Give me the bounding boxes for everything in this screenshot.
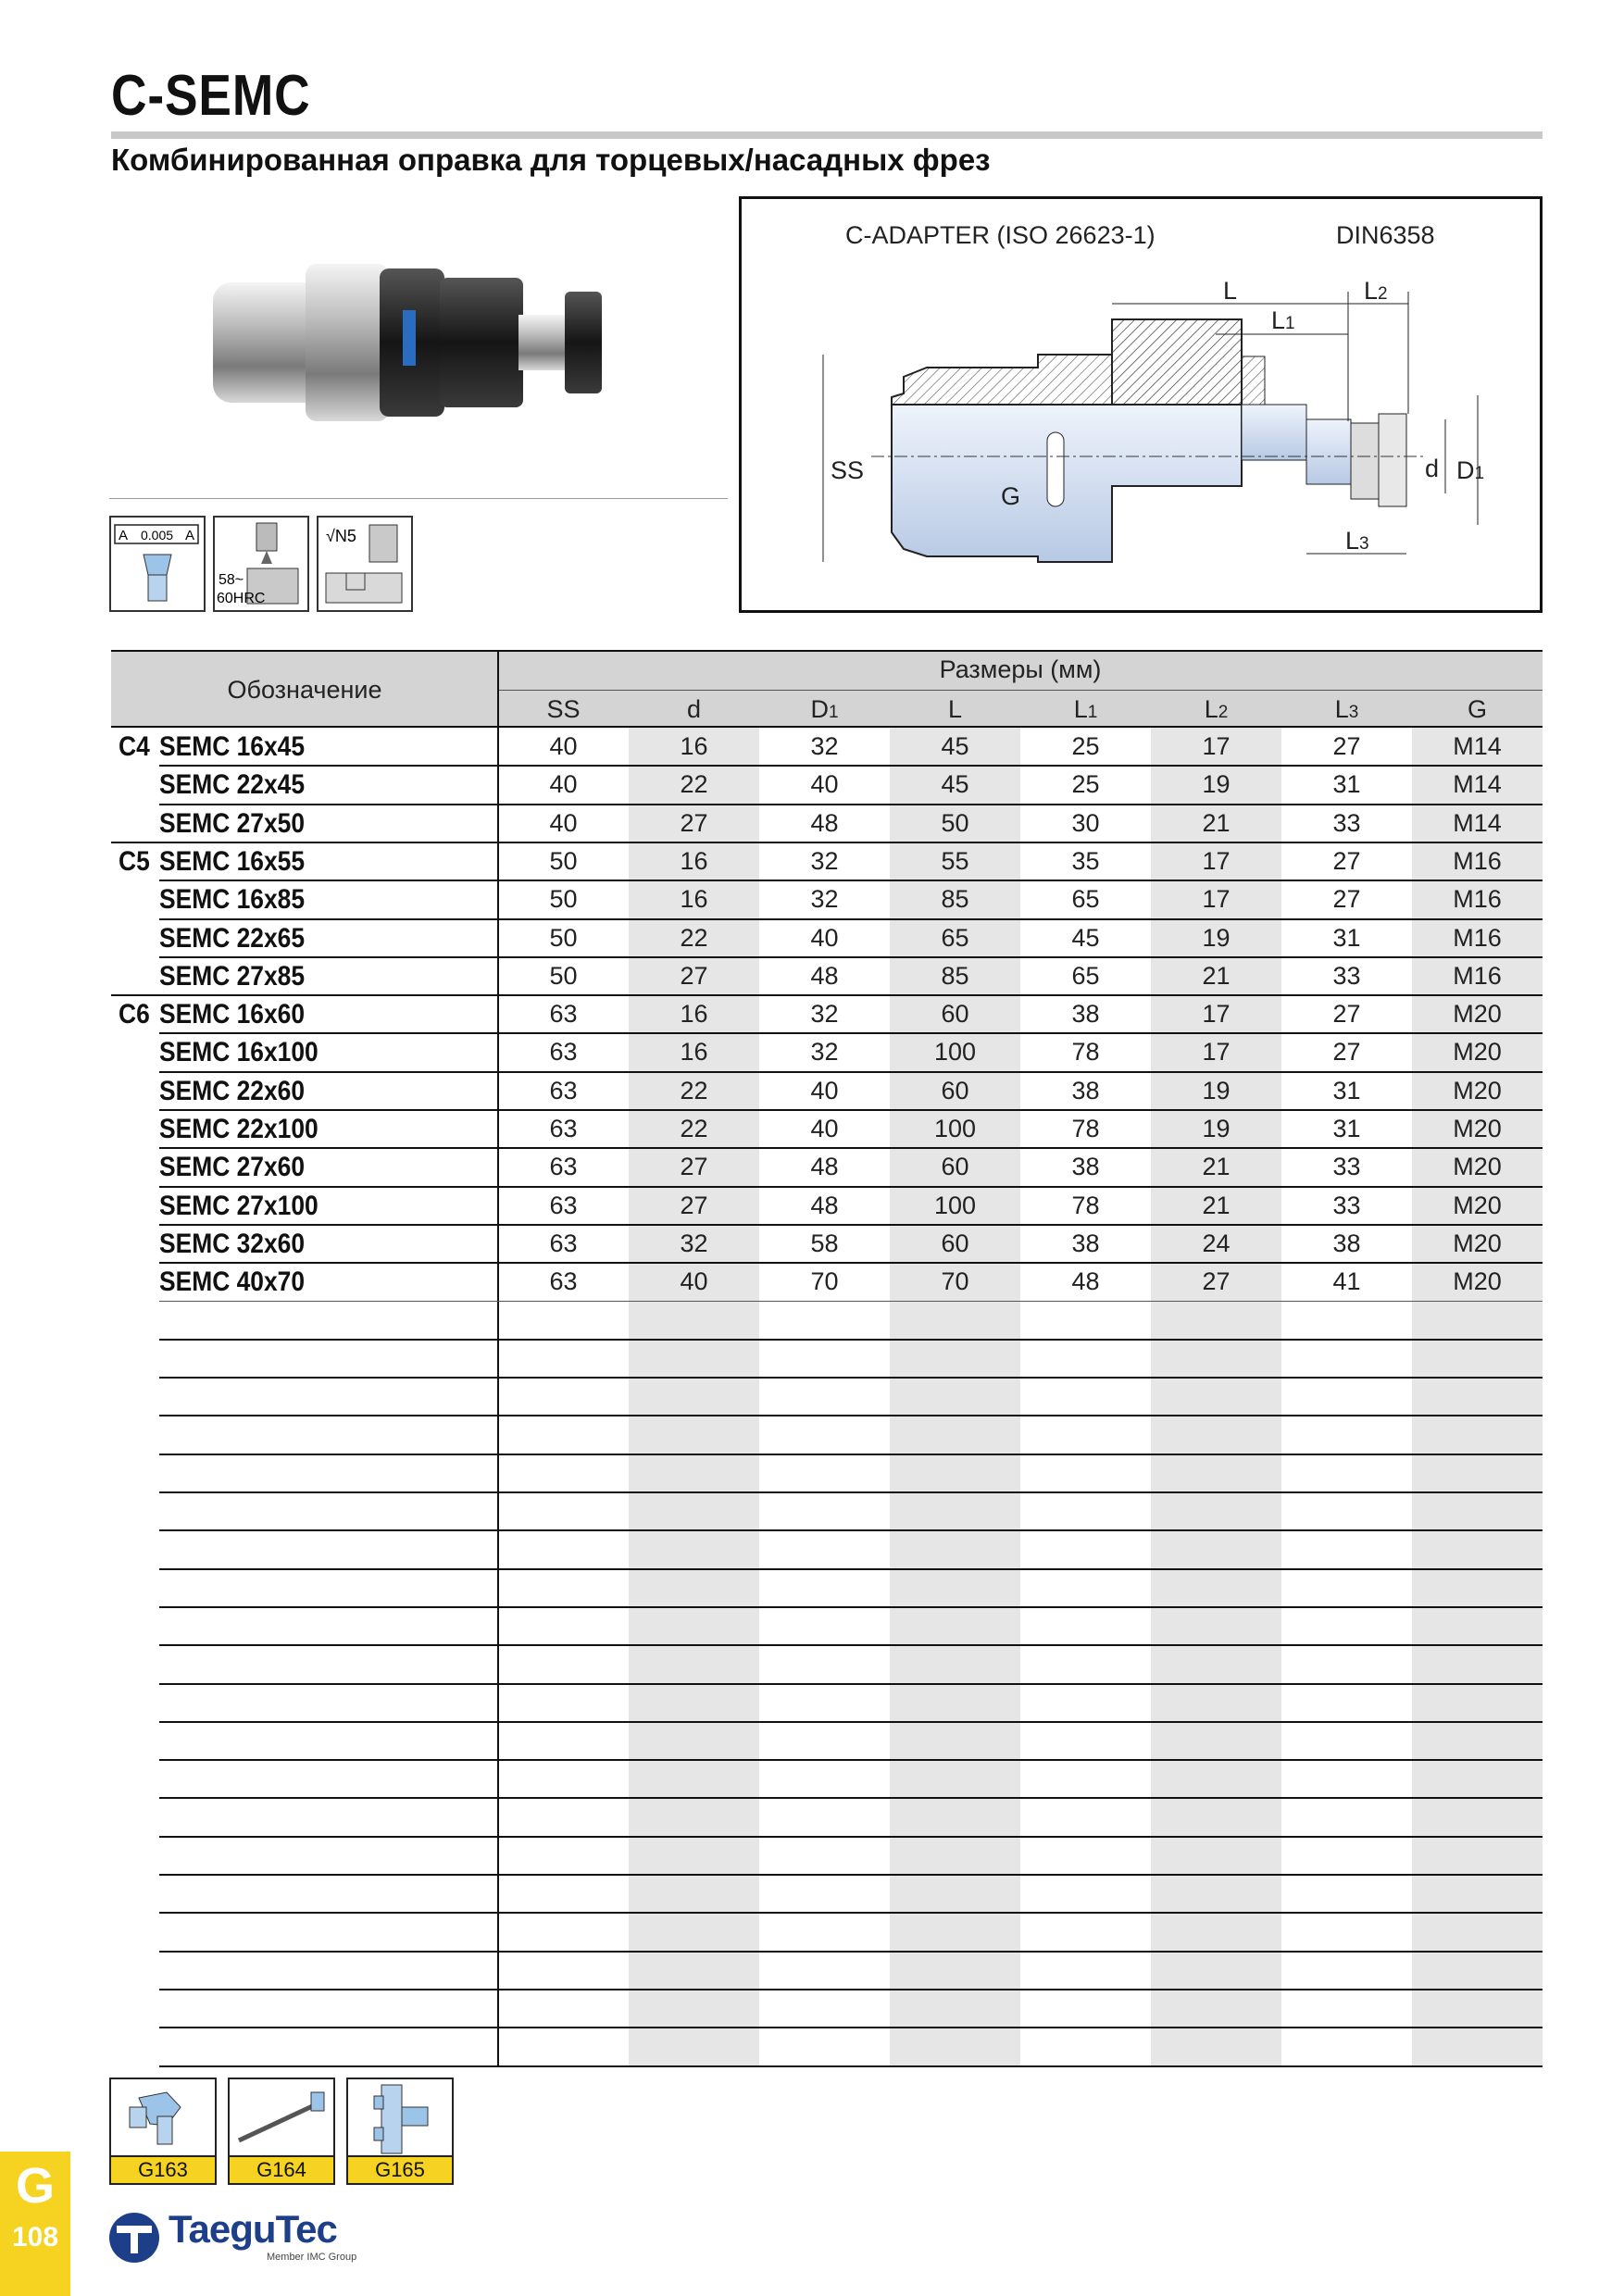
label-L1: L1: [1271, 306, 1295, 334]
table-cell: 31: [1332, 1076, 1361, 1104]
label-d: d: [1425, 455, 1440, 482]
table-cell: 48: [810, 961, 839, 990]
table-cell: 27: [1332, 885, 1361, 914]
column-header: L2: [1204, 695, 1229, 723]
table-cell: 35: [1071, 846, 1100, 875]
table-cell: 100: [933, 1115, 977, 1142]
table-row-name: SEMC 27x50: [159, 807, 306, 839]
row-divider: [159, 1989, 1543, 1990]
screw-icon: [348, 2079, 452, 2157]
table-cell: M16: [1453, 961, 1502, 990]
ref-g163[interactable]: [109, 2078, 217, 2185]
label-G: G: [1001, 482, 1021, 510]
row-divider: [159, 1491, 1543, 1493]
title-divider: [111, 131, 1543, 139]
table-cell: M20: [1453, 1038, 1502, 1067]
surface-finish-label: √N5: [326, 527, 356, 545]
runout-icon: [109, 516, 206, 612]
ref-g164[interactable]: [228, 2078, 335, 2185]
table-cell: 63: [549, 1115, 578, 1142]
table-cell: 70: [941, 1267, 969, 1296]
table-cell: 22: [680, 1076, 708, 1104]
table-cell: 17: [1202, 1038, 1230, 1067]
table-cell: 60: [941, 1076, 969, 1104]
table-cell: 17: [1202, 732, 1230, 760]
table-cell: 32: [810, 885, 839, 914]
table-cell: 63: [549, 1229, 578, 1257]
diagram-standard: C-ADAPTER (ISO 26623-1): [845, 221, 1156, 249]
table-cell: 27: [680, 961, 708, 990]
table-cell: 100: [933, 1038, 977, 1067]
table-cell: 27: [680, 808, 708, 837]
row-divider: [159, 1836, 1543, 1838]
column-header: SS: [546, 695, 581, 723]
row-divider: [159, 1568, 1543, 1570]
table-cell: 21: [1202, 1153, 1230, 1181]
table-row-name: SEMC 32x60: [159, 1228, 306, 1259]
table-cell: 19: [1202, 923, 1230, 952]
table-cell: 78: [1071, 1191, 1100, 1219]
ref-g164-label: G164: [230, 2155, 333, 2183]
table-cell: 48: [810, 1191, 839, 1219]
table-cell: 40: [680, 1267, 708, 1296]
group-label: C4: [119, 731, 150, 762]
label-D1: D1: [1456, 456, 1485, 484]
table-row-name: SEMC 16x45: [159, 731, 306, 762]
table-cell: 38: [1071, 1229, 1100, 1257]
column-header: L: [947, 695, 963, 723]
table-cell: 17: [1202, 1000, 1230, 1029]
table-cell: M16: [1453, 885, 1502, 914]
table-cell: 31: [1332, 1115, 1361, 1142]
table-cell: 85: [941, 885, 969, 914]
photo-divider: [109, 498, 728, 499]
table-cell: 60: [941, 1153, 969, 1181]
row-divider: [159, 2065, 1543, 2067]
table-cell: M20: [1453, 1267, 1502, 1296]
table-cell: 78: [1071, 1115, 1100, 1142]
table-cell: 33: [1332, 1153, 1361, 1181]
row-divider: [159, 1759, 1543, 1761]
clamp-icon: [111, 2079, 215, 2157]
table-cell: 16: [680, 1000, 708, 1029]
table-cell: M20: [1453, 1229, 1502, 1257]
table-cell: 32: [810, 846, 839, 875]
table-cell: 27: [1332, 732, 1361, 760]
row-divider: [159, 1454, 1543, 1455]
table-cell: 31: [1332, 770, 1361, 799]
table-cell: 27: [680, 1191, 708, 1219]
table-cell: 63: [549, 1000, 578, 1029]
table-cell: 60: [941, 1229, 969, 1257]
row-divider: [159, 1797, 1543, 1799]
table-cell: 25: [1071, 732, 1100, 760]
table-cell: 100: [933, 1191, 977, 1219]
label-L3: L3: [1345, 527, 1369, 555]
row-divider: [159, 1721, 1543, 1723]
group-label: C5: [119, 845, 150, 877]
ref-g165-label: G165: [348, 2155, 452, 2183]
table-cell: 27: [1332, 1038, 1361, 1067]
table-cell: M20: [1453, 1076, 1502, 1104]
table-cell: 27: [1202, 1267, 1230, 1296]
table-cell: 30: [1071, 808, 1100, 837]
table-cell: 38: [1071, 1076, 1100, 1104]
column-header: L3: [1334, 695, 1359, 723]
table-cell: 50: [549, 846, 578, 875]
page-number: 108: [11, 2222, 59, 2252]
table-cell: 45: [1071, 923, 1100, 952]
table-cell: 21: [1202, 808, 1230, 837]
table-cell: M14: [1453, 732, 1502, 760]
brand-name: TaeguTec: [169, 2207, 337, 2251]
designation-header: Обозначение: [227, 676, 382, 704]
table-cell: 31: [1332, 923, 1361, 952]
table-row-name: SEMC 22x65: [159, 922, 306, 954]
table-cell: 45: [941, 770, 969, 799]
row-divider: [159, 1301, 1543, 1302]
table-cell: 33: [1332, 808, 1361, 837]
page-subtitle: Комбинированная оправка для торцевых/насадных фрез: [111, 143, 991, 177]
table-cell: 19: [1202, 770, 1230, 799]
table-cell: 21: [1202, 961, 1230, 990]
table-cell: 50: [549, 961, 578, 990]
table-cell: 40: [810, 1115, 839, 1142]
table-cell: 60: [941, 1000, 969, 1029]
label-SS: SS: [831, 456, 865, 484]
table-cell: M16: [1453, 846, 1502, 875]
dimensions-header: Размеры (мм): [939, 655, 1102, 683]
table-cell: 38: [1332, 1229, 1361, 1257]
row-divider: [159, 1415, 1543, 1416]
table-cell: 65: [941, 923, 969, 952]
table-cell: 32: [810, 1038, 839, 1067]
table-cell: M14: [1453, 770, 1502, 799]
row-divider: [159, 1683, 1543, 1685]
table-cell: M20: [1453, 1115, 1502, 1142]
hardness-icon: [213, 516, 309, 612]
hardness-line2: 60HRC: [217, 591, 266, 606]
column-header: L1: [1073, 695, 1098, 723]
table-cell: 40: [549, 732, 578, 760]
table-cell: 63: [549, 1191, 578, 1219]
table-cell: 45: [941, 732, 969, 760]
brand-logo-icon: [107, 2211, 165, 2265]
table-cell: 63: [549, 1038, 578, 1067]
runout-value: 0.005: [141, 528, 174, 543]
table-cell: 63: [549, 1153, 578, 1181]
table-row-name: SEMC 27x85: [159, 960, 306, 992]
table-cell: 27: [680, 1153, 708, 1181]
row-divider: [159, 1606, 1543, 1608]
hardness-line1: 58~: [219, 572, 244, 588]
table-cell: 21: [1202, 1191, 1230, 1219]
label-L: L: [1223, 277, 1238, 305]
row-divider: [159, 1339, 1543, 1341]
table-cell: 63: [549, 1076, 578, 1104]
table-cell: 19: [1202, 1076, 1230, 1104]
table-cell: 48: [1071, 1267, 1100, 1296]
runout-label-a: A: [119, 528, 129, 543]
surface-finish-icon: [317, 516, 413, 612]
table-cell: 19: [1202, 1115, 1230, 1142]
label-L2: L2: [1364, 277, 1388, 305]
table-cell: 16: [680, 1038, 708, 1067]
table-cell: 50: [941, 808, 969, 837]
table-row-name: SEMC 27x100: [159, 1190, 319, 1221]
rule: [498, 690, 1543, 691]
table-cell: 65: [1071, 961, 1100, 990]
table-row-name: SEMC 16x55: [159, 845, 306, 877]
table-cell: 58: [810, 1229, 839, 1257]
table-cell: 16: [680, 732, 708, 760]
table-cell: 40: [810, 923, 839, 952]
table-cell: 55: [941, 846, 969, 875]
table-cell: 33: [1332, 961, 1361, 990]
row-divider: [159, 2027, 1543, 2028]
section-letter: G: [15, 2158, 55, 2214]
table-cell: 32: [810, 732, 839, 760]
table-cell: 65: [1071, 885, 1100, 914]
rule: [111, 650, 1543, 652]
table-cell: 40: [810, 770, 839, 799]
row-divider: [159, 1644, 1543, 1646]
table-cell: 22: [680, 1115, 708, 1142]
table-cell: M20: [1453, 1000, 1502, 1029]
row-divider: [159, 1874, 1543, 1876]
table-row-name: SEMC 16x85: [159, 884, 306, 916]
table-row-name: SEMC 40x70: [159, 1267, 306, 1298]
table-row-name: SEMC 16x60: [159, 999, 306, 1030]
ref-g163-label: G163: [111, 2155, 215, 2183]
runout-label-b: A: [185, 528, 195, 543]
table-cell: 22: [680, 923, 708, 952]
ref-g165[interactable]: [346, 2078, 454, 2185]
table-cell: 38: [1071, 1000, 1100, 1029]
table-cell: M20: [1453, 1153, 1502, 1181]
table-cell: 17: [1202, 885, 1230, 914]
table-cell: 27: [1332, 1000, 1361, 1029]
table-row-name: SEMC 27x60: [159, 1152, 306, 1183]
diagram-din: DIN6358: [1336, 221, 1435, 249]
table-cell: 25: [1071, 770, 1100, 799]
table-cell: 78: [1071, 1038, 1100, 1067]
table-cell: 33: [1332, 1191, 1361, 1219]
table-cell: 85: [941, 961, 969, 990]
technical-diagram: [739, 196, 1543, 613]
table-cell: M16: [1453, 923, 1502, 952]
table-cell: 16: [680, 885, 708, 914]
table-cell: M20: [1453, 1191, 1502, 1219]
table-row-name: SEMC 16x100: [159, 1037, 319, 1068]
table-cell: 22: [680, 770, 708, 799]
table-cell: 63: [549, 1267, 578, 1296]
column-header: D1: [810, 695, 839, 723]
brand-subtitle: Member IMC Group: [267, 2252, 357, 2263]
column-header: G: [1467, 695, 1487, 723]
table-cell: 40: [810, 1076, 839, 1104]
row-divider: [159, 1529, 1543, 1531]
table-cell: 32: [680, 1229, 708, 1257]
group-label: C6: [119, 999, 150, 1030]
table-cell: 40: [549, 770, 578, 799]
table-cell: 50: [549, 885, 578, 914]
product-photo: [185, 236, 676, 449]
table-cell: 41: [1332, 1267, 1361, 1296]
table-cell: M14: [1453, 808, 1502, 837]
table-cell: 70: [810, 1267, 839, 1296]
table-cell: 50: [549, 923, 578, 952]
column-header: d: [686, 695, 702, 723]
table-cell: 16: [680, 846, 708, 875]
table-cell: 48: [810, 1153, 839, 1181]
table-cell: 27: [1332, 846, 1361, 875]
table-cell: 32: [810, 1000, 839, 1029]
table-cell: 17: [1202, 846, 1230, 875]
row-divider: [159, 1377, 1543, 1379]
row-divider: [159, 1951, 1543, 1953]
table-row-name: SEMC 22x60: [159, 1075, 306, 1106]
table-cell: 48: [810, 808, 839, 837]
page-title: C-SEMC: [111, 64, 311, 128]
table-row-name: SEMC 22x100: [159, 1114, 319, 1144]
row-divider: [159, 1912, 1543, 1914]
wrench-icon: [230, 2079, 333, 2157]
table-cell: 40: [549, 808, 578, 837]
table-row-name: SEMC 22x45: [159, 769, 306, 801]
table-cell: 24: [1202, 1229, 1230, 1257]
table-cell: 38: [1071, 1153, 1100, 1181]
